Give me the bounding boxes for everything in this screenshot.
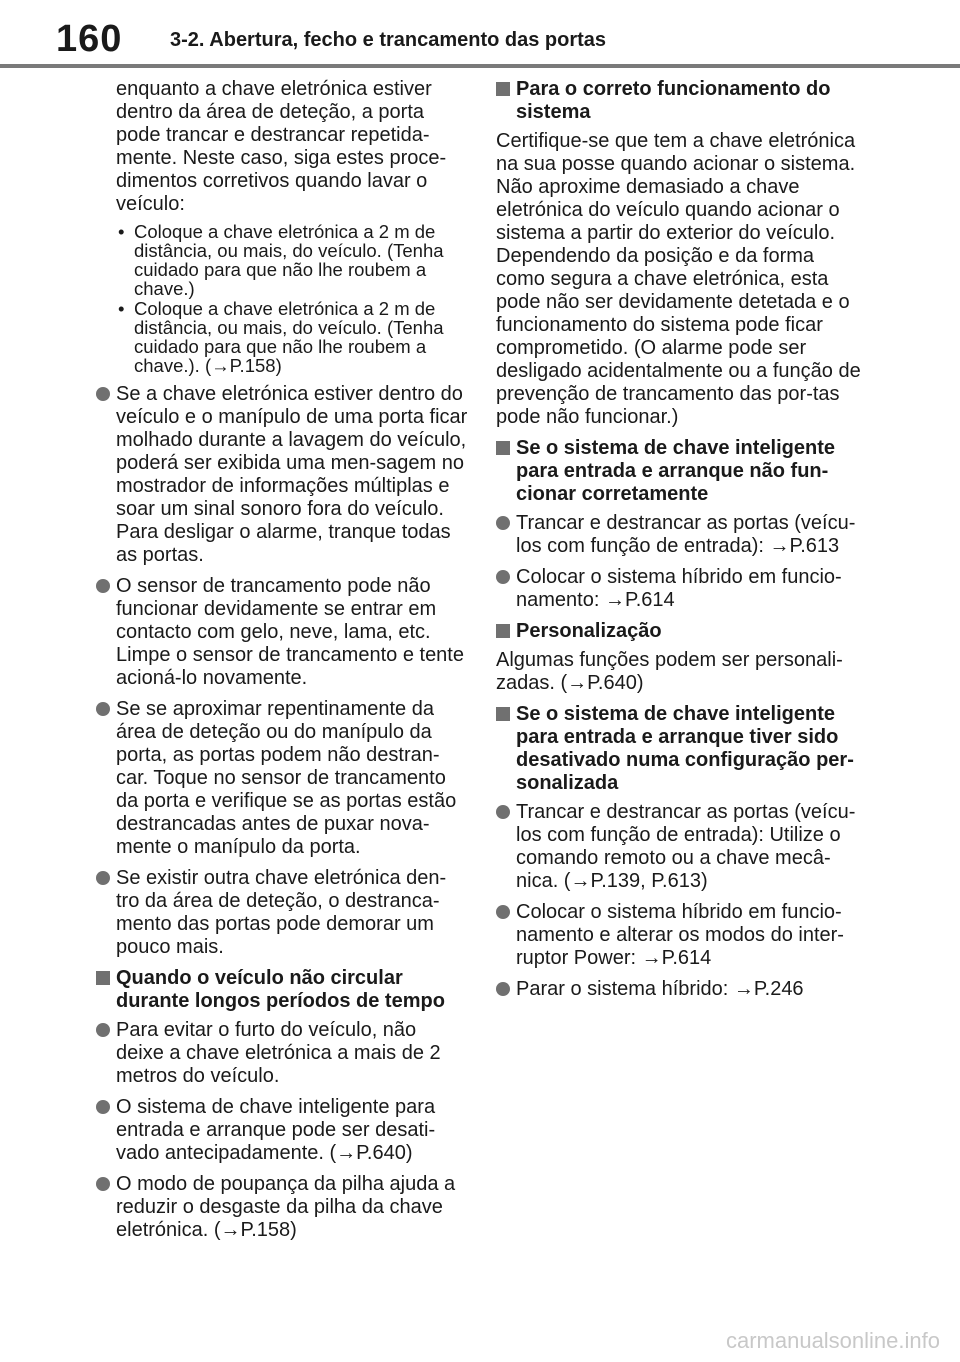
bullet-text: Colocar o sistema híbrido em funcio-namento e alterar os modos do inter-ruptor Power: →P.614 [516, 901, 844, 969]
body-paragraph: Certifique-se que tem a chave eletrónica na sua posse quando acionar o sistema. Não aproxime demasiado a chave eletrónica do veículo quando acionar o sistema a partir do exterior do veículo. Dependendo da posição e da forma como segura a chave eletrónica, esta pode não ser devidamente detetada e o funcionamento do sistema pode ficar comprometido. (O alarme pode ser desligado acidentalmente ou a função de prevenção de trancamento das por-tas pode não funcionar.) [496, 130, 861, 428]
bullet-item [496, 566, 868, 612]
bullet-item [96, 1173, 468, 1242]
bullet-circle-icon [496, 516, 510, 530]
bullet-circle-icon [96, 387, 110, 401]
square-bullet-icon [496, 82, 510, 96]
right-column [496, 78, 868, 1009]
bullet-text: Parar o sistema híbrido: →P.246 [516, 978, 804, 1000]
bullet-text: Trancar e destrancar as portas (veícu-los com função de entrada): Utilize o comando remoto ou a chave mecâ-nica. (→P.139, P.613) [516, 801, 856, 892]
dash-item-text: Coloque a chave eletrónica a 2 m de distância, ou mais, do veículo. (Tenha cuidado para que não lhe roubem a chave.). (→P.158) [134, 298, 444, 376]
subsection-heading [96, 967, 468, 1013]
left-column [96, 78, 468, 1250]
square-bullet-icon [496, 707, 510, 721]
intro-paragraph: enquanto a chave eletrónica estiver dentro da área de deteção, a porta pode trancar e destrancar repetida-mente. Neste caso, siga estes proce-dimentos corretivos quando lavar o veículo: [116, 78, 447, 215]
page-number: 160 [56, 18, 123, 60]
bullet-text: Para evitar o furto do veículo, não deixe a chave eletrónica a mais de 2 metros do veículo. [116, 1019, 441, 1087]
dash-list-item [116, 222, 468, 298]
bullet-text: Colocar o sistema híbrido em funcio-namento: →P.614 [516, 566, 842, 611]
bullet-circle-icon [96, 702, 110, 716]
subsection-heading [496, 78, 868, 124]
dash-marker: • [118, 298, 125, 319]
bullet-text: Se a chave eletrónica estiver dentro do veículo e o manípulo de uma porta ficar molhado durante a lavagem do veículo, poderá ser exibida uma men-sagem no mostrador de informações múltiplas e soar um sinal sonoro fora do veículo. Para desligar o alarme, tranque todas as portas. [116, 383, 468, 566]
bullet-item [96, 383, 468, 567]
square-bullet-icon [496, 624, 510, 638]
dash-item-text: Coloque a chave eletrónica a 2 m de distância, ou mais, do veículo. (Tenha cuidado para que não lhe roubem a chave.) [134, 221, 444, 299]
bullet-item [496, 801, 868, 893]
subsection-heading [496, 703, 868, 795]
bullet-circle-icon [96, 1100, 110, 1114]
bullet-circle-icon [496, 570, 510, 584]
bullet-item [96, 1019, 468, 1088]
section-title: 3-2. Abertura, fecho e trancamento das portas [170, 29, 607, 51]
bullet-item [496, 512, 868, 558]
heading-text: Se o sistema de chave inteligente para entrada e arranque não fun-cionar corretamente [516, 437, 836, 505]
bullet-text: O sensor de trancamento pode não funcionar devidamente se entrar em contacto com gelo, neve, lama, etc. Limpe o sensor de trancamento e tente acioná-lo novamente. [116, 575, 464, 689]
subsection-heading [496, 620, 868, 643]
subsection-heading [496, 437, 868, 506]
bullet-text: Se existir outra chave eletrónica den-tro da área de deteção, o destranca-mento das portas pode demorar um pouco mais. [116, 867, 447, 958]
watermark: carmanualsonline.info [725, 1328, 940, 1353]
square-bullet-icon [96, 971, 110, 985]
bullet-text: Se se aproximar repentinamente da área de deteção ou do manípulo da porta, as portas podem não destran-car. Toque no sensor de trancamento da porta e verifique se as portas estão destrancadas antes de puxar nova-mente o manípulo da porta. [116, 698, 457, 858]
dash-list [116, 222, 468, 375]
body-paragraph: Algumas funções podem ser personali-zadas. (→P.640) [496, 649, 843, 694]
bullet-circle-icon [96, 1177, 110, 1191]
bullet-item [496, 901, 868, 970]
bullet-item [96, 1096, 468, 1165]
bullet-circle-icon [496, 805, 510, 819]
bullet-text: O modo de poupança da pilha ajuda a reduzir o desgaste da pilha da chave eletrónica. (→P.158) [116, 1173, 456, 1241]
dash-list-item [116, 299, 468, 375]
bullet-item [96, 698, 468, 859]
heading-text: Quando o veículo não circular durante longos períodos de tempo [116, 967, 445, 1012]
bullet-text: O sistema de chave inteligente para entrada e arranque pode ser desati-vado antecipadamente. (→P.640) [116, 1096, 436, 1164]
heading-text: Se o sistema de chave inteligente para entrada e arranque tiver sido desativado numa configuração per-sonalizada [516, 703, 854, 794]
bullet-circle-icon [96, 1023, 110, 1037]
square-bullet-icon [496, 441, 510, 455]
bullet-item [496, 978, 868, 1001]
bullet-circle-icon [96, 871, 110, 885]
bullet-item [96, 867, 468, 959]
heading-text: Personalização [516, 620, 662, 642]
dash-marker: • [118, 221, 125, 242]
heading-text: Para o correto funcionamento do sistema [516, 78, 831, 123]
bullet-circle-icon [96, 579, 110, 593]
page-header [0, 0, 960, 70]
bullet-item [96, 575, 468, 690]
header-divider [0, 64, 960, 68]
bullet-circle-icon [496, 905, 510, 919]
bullet-text: Trancar e destrancar as portas (veícu-los com função de entrada): →P.613 [516, 512, 856, 557]
bullet-circle-icon [496, 982, 510, 996]
